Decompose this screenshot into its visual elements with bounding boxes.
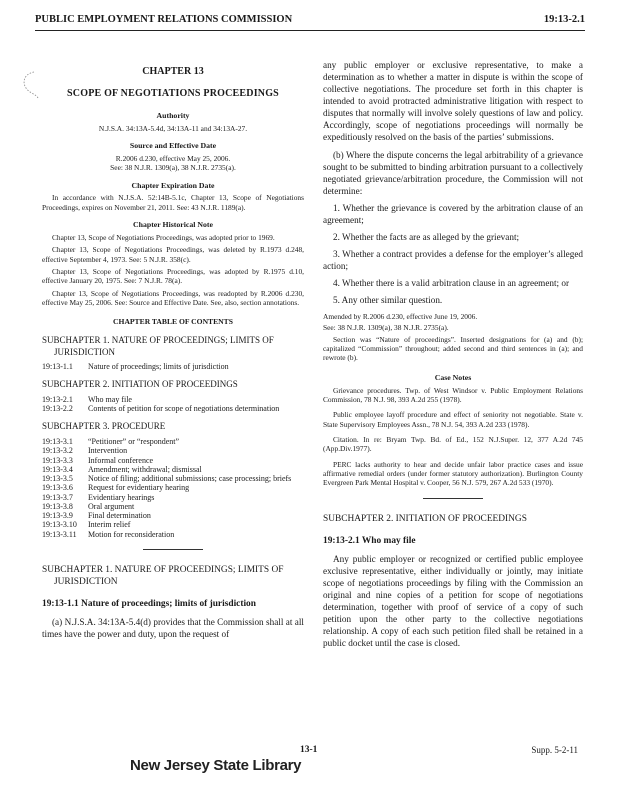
header-publication: PUBLIC EMPLOYMENT RELATIONS COMMISSION <box>35 14 293 25</box>
toc-number: 19:13-3.1 <box>42 436 73 446</box>
toc-number: 19:13-3.7 <box>42 492 73 502</box>
toc-number: 19:13-3.9 <box>42 511 73 521</box>
running-header <box>35 14 585 31</box>
header-section: 19:13-2.1 <box>543 14 585 25</box>
toc-row[interactable] <box>42 437 304 446</box>
source-line: See: 38 N.J.R. 1309(a), 38 N.J.R. 2735(a). <box>110 163 236 173</box>
history-note: Chapter 13, Scope of Negotiations Proceedings, was adopted prior to 1969. <box>52 233 275 243</box>
chapter-title: SCOPE OF NEGOTIATIONS PROCEEDINGS <box>67 87 279 99</box>
toc-title: Informal conference <box>88 455 154 465</box>
toc-subchapter-1: SUBCHAPTER 1. NATURE OF PROCEEDINGS; LIMITS OF JURISDICTION <box>42 335 274 357</box>
section-paragraph: (a) N.J.S.A. 34:13A-5.4(d) provides that the Commission shall at all times have the power and duty, upon the request of <box>42 617 304 640</box>
history-note: Chapter 13, Scope of Negotiations Proceedings, was readopted by R.2006 d.230, effective May 25, 2006. See: Source and Effective Date. See, also, section annotations. <box>42 288 304 308</box>
history-note: Chapter 13, Scope of Negotiations Proceedings, was adopted by R.1975 d.10, effective January 20, 1975. See: 7 N.J.R. 78(a). <box>42 267 304 286</box>
toc-title: Motion for reconsideration <box>88 529 175 539</box>
case-notes-heading: Case Notes <box>434 372 472 382</box>
toc-number: 19:13-3.6 <box>42 483 73 493</box>
section-paragraph-continued: any public employer or exclusive representative, to make a determination as to whether a matter in dispute is within the scope of collective negotiations. The procedure set forth in this chapter is intended to avoid protracted administrative litigation with respect to disputes that normally will involve solely questions of law and policy. Accordingly, scope of negotiations proceedings will normally be expeditiously resolved on the basis of the parties’ submissions. <box>323 60 583 142</box>
body-subchapter-1-title: SUBCHAPTER 1. NATURE OF PROCEEDINGS; LIMITS OF JURISDICTION <box>42 564 284 588</box>
section-heading: 19:13-2.1 Who may file <box>323 535 416 546</box>
toc-title: Amendment; withdrawal; dismissal <box>88 464 202 474</box>
toc-row[interactable] <box>42 520 304 529</box>
section-divider <box>143 549 203 550</box>
toc-row[interactable] <box>42 530 304 539</box>
toc-number: 19:13-3.11 <box>42 529 77 539</box>
toc-row[interactable] <box>42 404 304 413</box>
case-note: Public employee layoff procedure and effect of seniority not negotiable. State v. State Supervisory Employees Assn., 78 N.J. 54, 393 A.2d 233 (1978). <box>323 410 583 429</box>
page-number: 13-1 <box>300 745 318 755</box>
toc-number: 19:13-3.2 <box>42 446 73 456</box>
toc-number: 19:13-1.1 <box>42 362 73 372</box>
toc-row[interactable] <box>42 493 304 502</box>
toc-row[interactable] <box>42 483 304 492</box>
list-item: 2. Whether the facts are as alleged by the grievant; <box>333 232 520 243</box>
toc-title: Oral argument <box>88 501 135 511</box>
authority-heading: Authority <box>156 110 190 120</box>
toc-subchapter-1-table <box>42 362 304 371</box>
toc-subchapter-3: SUBCHAPTER 3. PROCEDURE <box>42 421 166 432</box>
toc-row[interactable] <box>42 502 304 511</box>
history-note: Chapter 13, Scope of Negotiations Proceedings, was deleted by R.1973 d.248, effective September 4, 1973. See: 5 N.J.R. 358(c). <box>42 245 304 264</box>
toc-title: Final determination <box>88 511 151 521</box>
toc-row[interactable] <box>42 511 304 520</box>
toc-title: Who may file <box>88 394 132 404</box>
section-divider <box>423 498 483 499</box>
toc-title: Intervention <box>88 446 128 456</box>
expiration-text: In accordance with N.J.S.A. 52:14B-5.1c, Chapter 13, Scope of Negotiations Proceedings, expires on November 21, 2011. See: 43 N.J.R. 1189(a). <box>42 193 304 212</box>
toc-number: 19:13-3.3 <box>42 455 73 465</box>
toc-title: Notice of filing; additional submissions; case processing; briefs <box>88 474 292 484</box>
toc-number: 19:13-2.2 <box>42 404 73 414</box>
toc-number: 19:13-3.4 <box>42 464 73 474</box>
expiration-heading: Chapter Expiration Date <box>131 180 215 190</box>
case-note: Citation. In re: Bryam Twp. Bd. of Ed., 152 N.J.Super. 12, 377 A.2d 745 (App.Div.1977). <box>323 435 583 454</box>
list-item: 5. Any other similar question. <box>333 295 443 306</box>
toc-number: 19:13-3.5 <box>42 474 73 484</box>
amendment-note: Amended by R.2006 d.230, effective June 19, 2006. <box>323 312 478 322</box>
section-paragraph: Any public employer or recognized or certified public employee exclusive representative, either individually or jointly, may initiate scope of negotiations proceedings by filing with the Commission an original and nine copies of a petition for scope of negotiations determination, together with proof of service of a copy of such petition upon the other party to the collective negotiations relationship. A copy of each such petition filed shall be retained in a public docket until the case is closed. <box>323 553 583 648</box>
toc-subchapter-2-table <box>42 395 304 414</box>
toc-row[interactable] <box>42 465 304 474</box>
authority-text: N.J.S.A. 34:13A-5.4d, 34:13A-11 and 34:13A-27. <box>98 123 248 133</box>
toc-title: Evidentiary hearings <box>88 492 155 502</box>
source-heading: Source and Effective Date <box>129 140 217 150</box>
history-heading: Chapter Historical Note <box>133 220 213 230</box>
toc-title: Nature of proceedings; limits of jurisdiction <box>88 362 229 372</box>
toc-title: Interim relief <box>88 520 131 530</box>
binder-mark-icon <box>20 70 42 100</box>
section-paragraph-b: (b) Where the dispute concerns the legal arbitrability of a grievance sought to be submitted to binding arbitration pursuant to a collectively negotiated grievance/arbitration procedure, the Commission will not determine: <box>323 149 583 196</box>
toc-number: 19:13-3.8 <box>42 501 73 511</box>
toc-subchapter-3-table <box>42 437 304 539</box>
toc-subchapter-2: SUBCHAPTER 2. INITIATION OF PROCEEDINGS <box>42 379 238 390</box>
toc-row[interactable] <box>42 395 304 404</box>
body-subchapter-2-title: SUBCHAPTER 2. INITIATION OF PROCEEDINGS <box>323 513 527 524</box>
case-note: Grievance procedures. Twp. of West Windsor v. Public Employment Relations Commission, 78 N.J. 98, 393 A.2d 255 (1978). <box>323 385 583 405</box>
right-column <box>323 60 583 656</box>
source-line: R.2006 d.230, effective May 25, 2006. <box>115 153 231 163</box>
list-item: 1. Whether the grievance is covered by the arbitration clause of an agreement; <box>323 203 583 226</box>
toc-row[interactable] <box>42 362 304 371</box>
chapter-number: CHAPTER 13 <box>142 66 204 77</box>
list-item: 3. Whether a contract provides a defense for the employer’s alleged action; <box>323 249 583 272</box>
toc-title: Contents of petition for scope of negotiations determination <box>88 404 280 414</box>
toc-number: 19:13-2.1 <box>42 394 73 404</box>
toc-title: Request for evidentiary hearing <box>88 483 190 493</box>
toc-row[interactable] <box>42 446 304 455</box>
toc-heading: CHAPTER TABLE OF CONTENTS <box>113 317 233 327</box>
case-note: PERC lacks authority to hear and decide unfair labor practice cases and issue affirmative remedial orders (under former statutory authorization). Burlington County Evergreen Park Mental Hospital v. Cooper, 56 N.J. 579, 267 A.2d 533 (1970). <box>323 459 583 488</box>
toc-title: “Petitioner” or “respondent” <box>88 436 180 446</box>
section-heading: 19:13-1.1 Nature of proceedings; limits of jurisdiction <box>42 599 256 610</box>
list-item: 4. Whether there is a valid arbitration clause in an agreement; or <box>333 278 570 289</box>
toc-row[interactable] <box>42 474 304 483</box>
amendment-note: Section was “Nature of proceedings”. Inserted designations for (a) and (b); capitalized “Commission” throughout; added second and third sentences in (a); and rewrote (b). <box>323 334 583 363</box>
supplement-date: Supp. 5-2-11 <box>531 745 578 755</box>
library-watermark: New Jersey State Library <box>130 757 302 774</box>
toc-row[interactable] <box>42 456 304 465</box>
amendment-note: See: 38 N.J.R. 1309(a), 38 N.J.R. 2735(a). <box>323 323 449 333</box>
toc-number: 19:13-3.10 <box>42 520 77 530</box>
left-column <box>42 66 304 647</box>
